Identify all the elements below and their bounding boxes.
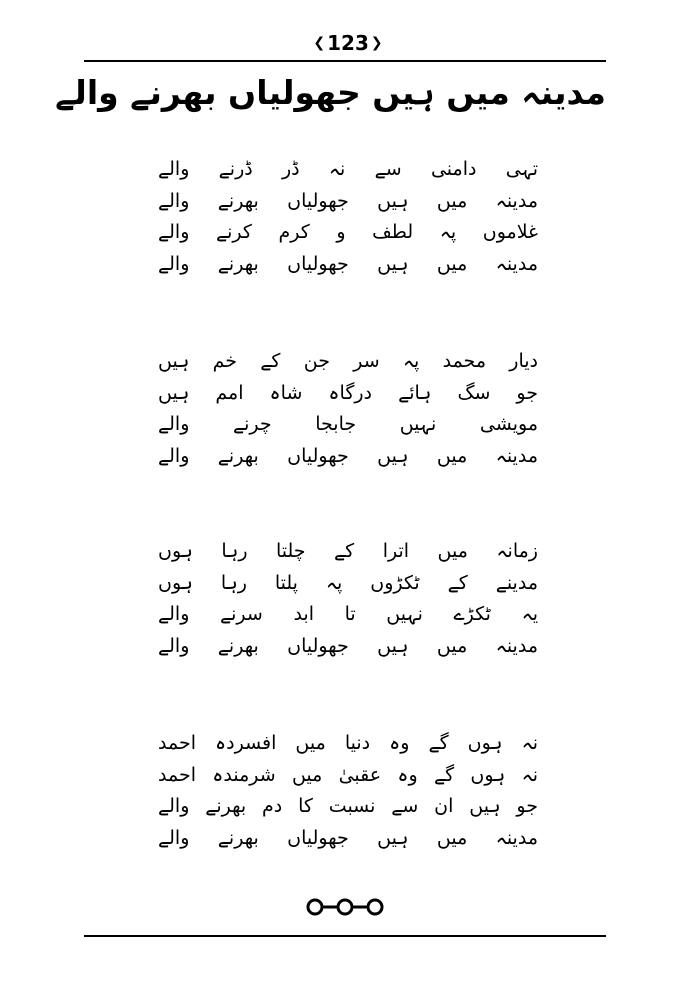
verse-line: مدینہ میں ہیں جھولیاں بھرنے والے (158, 826, 538, 849)
verse-line: غلاموں پہ لطف و کرم کرنے والے (158, 221, 538, 244)
poem-title: مدینہ میں ہیں جھولیاں بھرنے والے (55, 73, 606, 112)
verse-line: مدینہ میں ہیں جھولیاں بھرنے والے (158, 634, 538, 657)
stanza-4 (158, 728, 538, 854)
stanza-1 (158, 154, 538, 280)
bottom-divider (84, 935, 606, 937)
verse-line: مدینہ میں ہیں جھولیاں بھرنے والے (158, 252, 538, 275)
verse-line: جو ہیں ان سے نسبت کا دم بھرنے والے (158, 795, 538, 818)
verse-line: تہی دامنی سے نہ ڈر ڈرنے والے (158, 158, 538, 180)
verse-line: نہ ہوں گے وہ عقبیٰ میں شرمندہ احمد (158, 763, 538, 786)
verse-line: زمانہ میں اترا کے چلتا رہا ہوں (158, 540, 538, 562)
stanza-3 (158, 536, 538, 662)
verse-line: یہ ٹکڑے نہیں تا ابد سرنے والے (158, 603, 538, 626)
verse-line: مدینہ میں ہیں جھولیاں بھرنے والے (158, 444, 538, 467)
top-divider (84, 60, 606, 62)
stanza-2 (158, 346, 538, 472)
verse-line: مدینے کے ٹکڑوں پہ پلتا رہا ہوں (158, 571, 538, 594)
end-ornament-icon (300, 895, 390, 919)
left-ornament-icon: ❮ (313, 35, 326, 51)
right-ornament-icon: ❯ (370, 35, 383, 51)
page-number-marker (298, 28, 398, 58)
verse-line: نہ ہوں گے وہ دنیا میں افسردہ احمد (158, 732, 538, 754)
page-number: 123 (327, 31, 369, 55)
verse-line: جو سگ ہائے درگاہ شاہ امم ہیں (158, 381, 538, 404)
verse-line: دیار محمد پہ سر جن کے خم ہیں (158, 350, 538, 372)
verse-line: مدینہ میں ہیں جھولیاں بھرنے والے (158, 189, 538, 212)
verse-line: مویشی نہیں جابجا چرنے والے (158, 413, 538, 436)
